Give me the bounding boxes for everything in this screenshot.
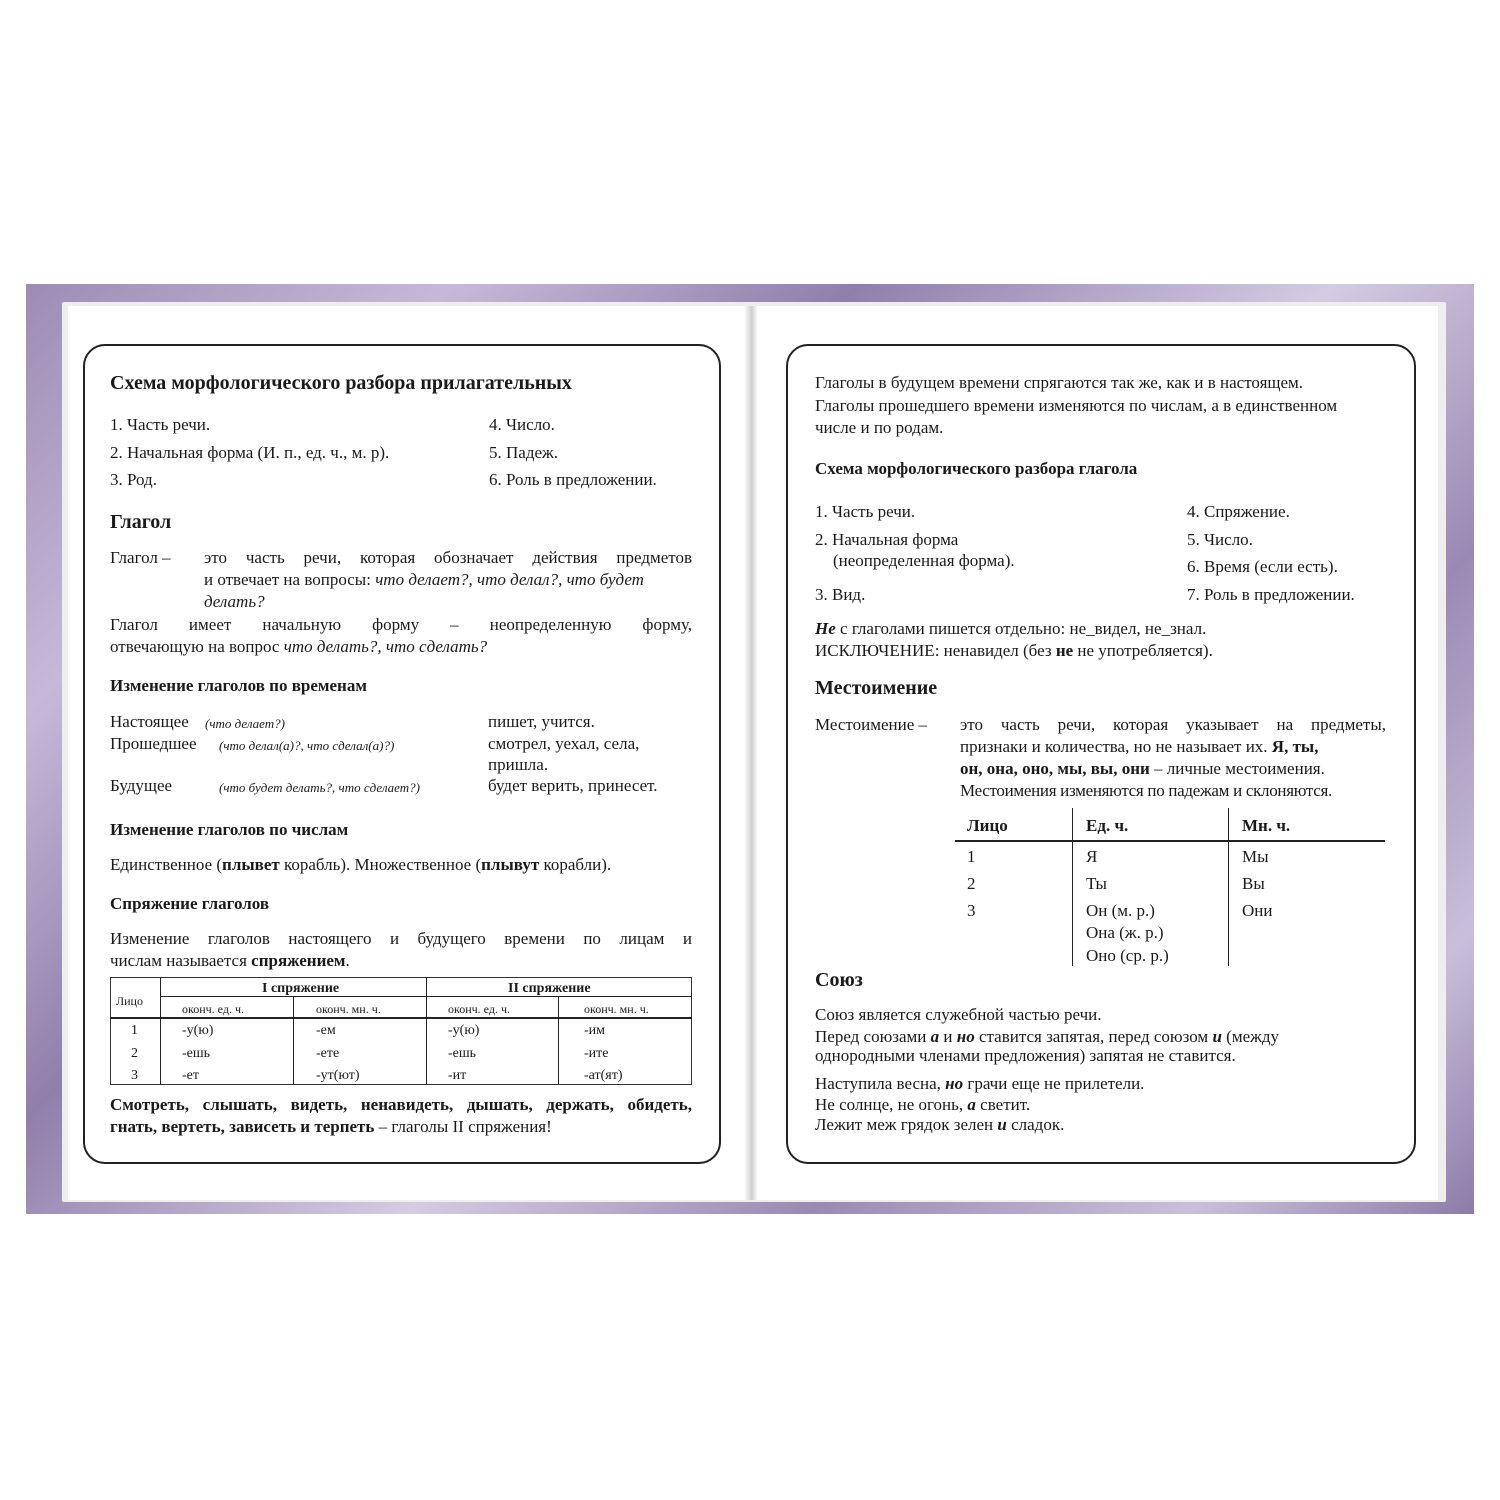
conj-cell: -ат(ят) bbox=[584, 1068, 623, 1083]
conj-cell: -ет bbox=[182, 1068, 199, 1083]
pronoun-cell: Мы bbox=[1242, 847, 1269, 866]
verb-item: 2. Начальная форма bbox=[815, 530, 959, 549]
book-gutter bbox=[744, 306, 758, 1200]
table-divider bbox=[160, 977, 161, 1085]
pronoun-table-divider bbox=[1072, 808, 1073, 966]
union-text-2: Перед союзами а и но ставится запятая, перед союзом и (между bbox=[815, 1027, 1280, 1046]
conj-subheader: оконч. ед. ч. bbox=[448, 1002, 510, 1016]
tense-question: (что делает?) bbox=[205, 716, 285, 731]
adj-item: 2. Начальная форма (И. п., ед. ч., м. р). bbox=[110, 443, 390, 462]
tense-name: Прошедшее bbox=[110, 734, 197, 753]
verb-def-term: Глагол – bbox=[110, 548, 171, 567]
numbers-text: Единственное (плывет корабль). Множественное (плывут корабли). bbox=[110, 855, 612, 874]
adj-item: 6. Роль в предложении. bbox=[489, 470, 657, 489]
conj-cell: -у(ю) bbox=[448, 1023, 480, 1038]
tense-question: (что будет делать?, что сделает?) bbox=[219, 780, 420, 795]
pronoun-cell: 2 bbox=[967, 874, 976, 893]
pronoun-cell: Они bbox=[1242, 901, 1273, 920]
pronoun-cell: Оно (ср. р.) bbox=[1086, 946, 1169, 965]
conj-cell: -ут(ют) bbox=[316, 1068, 360, 1083]
conj-cell: -ит bbox=[448, 1068, 467, 1083]
union-text-1: Союз является служебной частью речи. bbox=[815, 1005, 1102, 1024]
conj-subheader: оконч. мн. ч. bbox=[316, 1002, 381, 1016]
conj-face-header: Лицо bbox=[116, 994, 143, 1008]
tense-name: Будущее bbox=[110, 776, 173, 795]
future-text-1: Глаголы в будущем времени спрягаются так же, как и в настоящем. bbox=[815, 373, 1304, 392]
verb-initial-line-1: Глагол имеет начальную форму – неопределенную форму, bbox=[110, 615, 692, 634]
conj-cell: -ем bbox=[316, 1023, 336, 1038]
pronoun-def-2: признаки и количества, но не называет их. Я, ты, bbox=[960, 737, 1319, 756]
exceptions-line-2: гнать, вертеть, зависеть и терпеть – глаголы II спряжения! bbox=[110, 1117, 552, 1136]
verb-item: 3. Вид. bbox=[815, 585, 866, 604]
conj-group-1: I спряжение bbox=[262, 981, 340, 996]
pronoun-table-rule bbox=[955, 840, 1385, 842]
tense-example: смотрел, уехал, села, bbox=[488, 734, 640, 753]
pronoun-cell: Вы bbox=[1242, 874, 1265, 893]
tense-name: Настоящее bbox=[110, 712, 189, 731]
table-divider bbox=[558, 996, 559, 1085]
conj-cell: -ете bbox=[316, 1046, 340, 1061]
verb-item-cont: (неопределенная форма). bbox=[833, 551, 1015, 570]
verb-initial-line-2: отвечающую на вопрос что делать?, что сделать? bbox=[110, 637, 488, 656]
verb-title: Глагол bbox=[110, 511, 172, 533]
verb-def-line-1: это часть речи, которая обозначает действия предметов bbox=[204, 548, 692, 567]
verb-def-line-2: и отвечает на вопросы: что делает?, что делал?, что будет bbox=[204, 570, 644, 589]
adj-item: 4. Число. bbox=[489, 415, 555, 434]
tense-example: пишет, учится. bbox=[488, 712, 595, 731]
table-divider bbox=[426, 977, 427, 1085]
table-divider bbox=[293, 996, 294, 1085]
pronoun-term: Местоимение – bbox=[815, 715, 928, 734]
pronoun-cell: Он (м. р.) bbox=[1086, 901, 1155, 920]
pronoun-table-divider bbox=[1228, 808, 1229, 966]
conj-cell: 2 bbox=[131, 1046, 138, 1061]
numbers-title: Изменение глаголов по числам bbox=[110, 820, 349, 839]
conjugation-title: Спряжение глаголов bbox=[110, 894, 270, 913]
tenses-title: Изменение глаголов по временам bbox=[110, 676, 367, 695]
pronoun-header: Ед. ч. bbox=[1086, 816, 1129, 835]
adj-item: 1. Часть речи. bbox=[110, 415, 211, 434]
verb-item: 4. Спряжение. bbox=[1187, 502, 1290, 521]
conj-cell: 1 bbox=[131, 1023, 138, 1038]
tense-example: будет верить, принесет. bbox=[488, 776, 658, 795]
exceptions-line-1: Смотреть, слышать, видеть, ненавидеть, дышать, держать, обидеть, bbox=[110, 1095, 692, 1114]
pronoun-def-3: он, она, оно, мы, вы, они – личные местоимения. bbox=[960, 759, 1325, 778]
pronoun-cell: Ты bbox=[1086, 874, 1107, 893]
verb-item: 6. Время (если есть). bbox=[1187, 557, 1338, 576]
pronoun-header: Мн. ч. bbox=[1242, 816, 1291, 835]
tense-example-cont: пришла. bbox=[488, 755, 549, 774]
union-text-3: однородными членами предложения) запятая не ставится. bbox=[815, 1046, 1236, 1065]
conjugation-text-1: Изменение глаголов настоящего и будущего времени по лицам и bbox=[110, 929, 692, 948]
conj-subheader: оконч. ед. ч. bbox=[182, 1002, 244, 1016]
table-divider bbox=[160, 996, 692, 997]
future-text-2: Глаголы прошедшего времени изменяются по числам, а в единственном bbox=[815, 396, 1338, 415]
verb-def-line-3: делать? bbox=[204, 592, 265, 611]
conj-cell: -ите bbox=[584, 1046, 609, 1061]
pronoun-title: Местоимение bbox=[815, 677, 938, 699]
adj-item: 5. Падеж. bbox=[489, 443, 559, 462]
verb-item: 5. Число. bbox=[1187, 530, 1253, 549]
conj-cell: 3 bbox=[131, 1068, 138, 1083]
verb-scheme-title: Схема морфологического разбора глагола bbox=[815, 459, 1138, 478]
pronoun-def-1: это часть речи, которая указывает на предметы, bbox=[960, 715, 1386, 734]
example-2: Не солнце, не огонь, а светит. bbox=[815, 1095, 1031, 1114]
verb-item: 7. Роль в предложении. bbox=[1187, 585, 1355, 604]
conj-subheader: оконч. мн. ч. bbox=[584, 1002, 649, 1016]
pronoun-def-4: Местоимения изменяются по падежам и склоняются. bbox=[960, 781, 1332, 800]
pronoun-cell: Она (ж. р.) bbox=[1086, 923, 1164, 942]
adj-item: 3. Род. bbox=[110, 470, 157, 489]
pronoun-header: Лицо bbox=[967, 816, 1008, 835]
conjugation-text-2: числам называется спряжением. bbox=[110, 951, 350, 970]
pronoun-cell: Я bbox=[1086, 847, 1098, 866]
verb-item: 1. Часть речи. bbox=[815, 502, 916, 521]
ne-exception: ИСКЛЮЧЕНИЕ: ненавидел (без не не употребляется). bbox=[815, 641, 1213, 660]
pronoun-cell: 3 bbox=[967, 901, 976, 920]
conj-cell: -им bbox=[584, 1023, 606, 1038]
example-1: Наступила весна, но грачи еще не прилетели. bbox=[815, 1074, 1145, 1093]
pronoun-cell: 1 bbox=[967, 847, 976, 866]
conj-cell: -у(ю) bbox=[182, 1023, 214, 1038]
tense-question: (что делал(а)?, что сделал(а)?) bbox=[219, 738, 395, 753]
conj-group-2: II спряжение bbox=[508, 981, 591, 996]
example-3: Лежит меж грядок зелен и сладок. bbox=[815, 1115, 1065, 1134]
ne-rule: Не с глаголами пишется отдельно: не_видел, не_знал. bbox=[815, 619, 1207, 638]
union-title: Союз bbox=[815, 969, 863, 991]
future-text-3: числе и по родам. bbox=[815, 418, 944, 437]
conj-cell: -ешь bbox=[448, 1046, 477, 1061]
conj-cell: -ешь bbox=[182, 1046, 211, 1061]
adjective-scheme-title: Схема морфологического разбора прилагательных bbox=[110, 372, 572, 394]
